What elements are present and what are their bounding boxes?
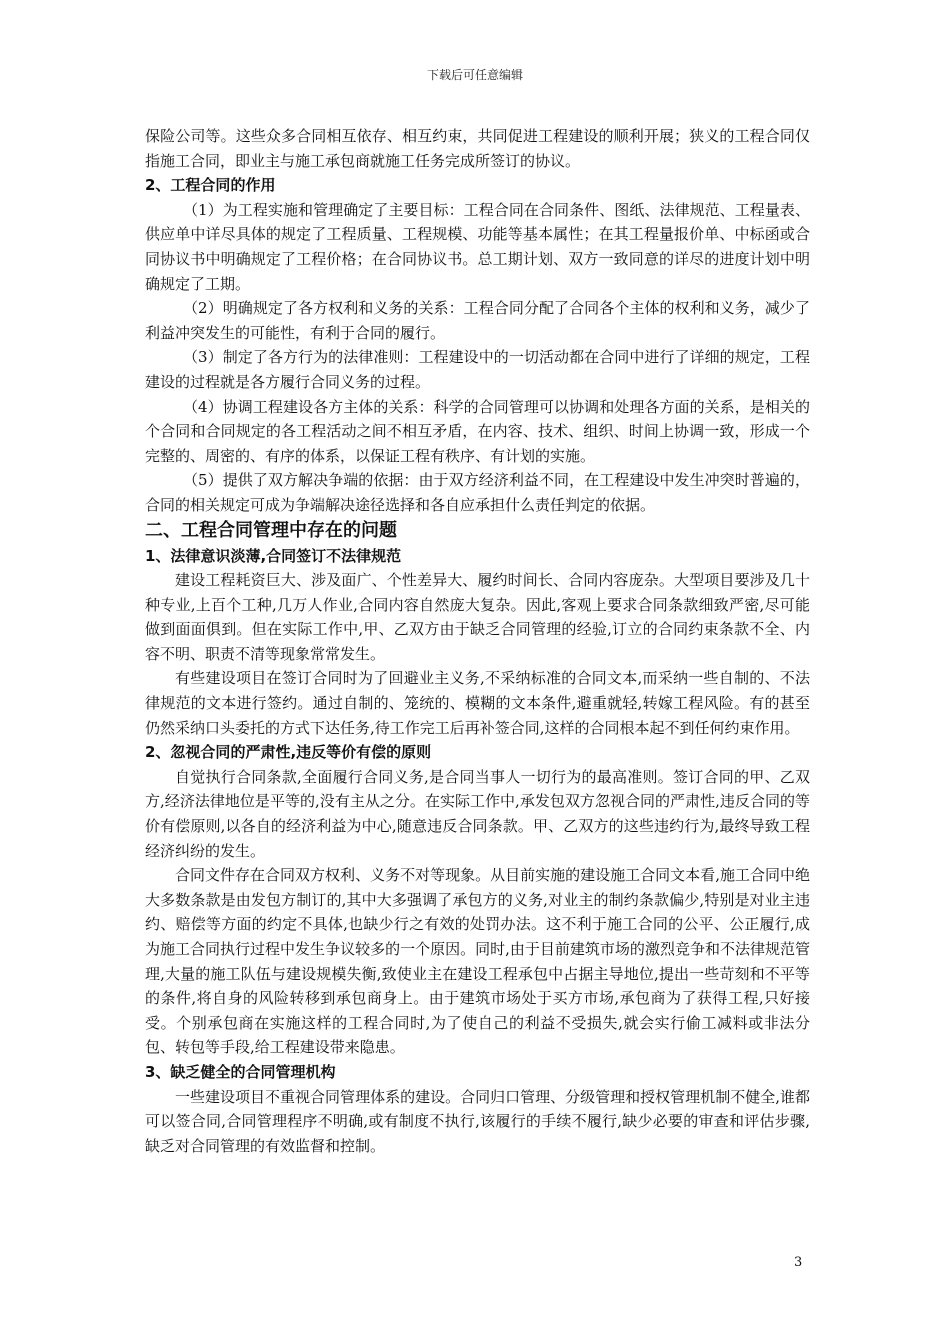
page-header: 下载后可任意编辑 (426, 68, 523, 82)
paragraph: （4）协调工程建设各方主体的关系：科学的合同管理可以协调和处理各方面的关系，是相关的个合同和合同规定的各工程活动之间不相互矛盾，在内容、技术、组织、时间上协调一致，形成一个完整的、周密的、有序的体系，以保证工程有秩序、有计划的实施。 (145, 397, 810, 465)
section-heading: 1、法律意识淡薄,合同签订不法律规范 (145, 546, 402, 565)
paragraph: （3）制定了各方行为的法律准则：工程建设中的一切活动都在合同中进行了详细的规定，工程建设的过程就是各方履行合同义务的过程。 (145, 348, 810, 391)
section-heading: 3、缺乏健全的合同管理机构 (145, 1062, 336, 1081)
section-heading: 2、忽视合同的严肃性,违反等价有偿的原则 (145, 743, 432, 762)
paragraph: （1）为工程实施和管理确定了主要目标：工程合同在合同条件、图纸、法律规范、工程量表、供应单中详尽具体的规定了工程质量、工程规模、功能等基本属性；在其工程量报价单、中标函或合同协议书中明确规定了工程价格；在合同协议书。总工期计划、双方一致同意的详尽的进度计划中明确规定了工期。 (145, 200, 810, 293)
section-heading: 2、工程合同的作用 (145, 176, 276, 195)
paragraph: （2）明确规定了各方权利和义务的关系：工程合同分配了合同各个主体的权利和义务，减少了利益冲突发生的可能性，有利于合同的履行。 (145, 299, 810, 342)
paragraph: 保险公司等。这些众多合同相互依存、相互约束，共同促进工程建设的顺利开展；狭义的工程合同仅指施工合同，即业主与施工承包商就施工任务完成所签订的协议。 (145, 127, 810, 170)
chapter-heading: 二、工程合同管理中存在的问题 (145, 519, 397, 541)
paragraph: 有些建设项目在签订合同时为了回避业主义务,不采纳标准的合同文本,而采纳一些自制的、不法律规范的文本进行签约。通过自制的、笼统的、模糊的文本条件,避重就轻,转嫁工程风险。有的甚至仍然采纳口头委托的方式下达任务,待工作完工后再补签合同,这样的合同根本起不到任何约束作用。 (145, 669, 810, 737)
paragraph: 自觉执行合同条款,全面履行合同义务,是合同当事人一切行为的最高准则。签订合同的甲、乙双方,经济法律地位是平等的,没有主从之分。在实际工作中,承发包双方忽视合同的严肃性,违反合同的等价有偿原则,以各自的经济利益为中心,随意违反合同条款。甲、乙双方的这些违约行为,最终导致工程经济纠纷的发生。 (145, 767, 810, 860)
paragraph: 建设工程耗资巨大、涉及面广、个性差异大、履约时间长、合同内容庞杂。大型项目要涉及几十种专业,上百个工种,几万人作业,合同内容自然庞大复杂。因此,客观上要求合同条款细致严密,尽可能做到面面俱到。但在实际工作中,甲、乙双方由于缺乏合同管理的经验,订立的合同约束条款不全、内容不明、职责不清等现象常常发生。 (145, 571, 810, 663)
page-number: 3 (794, 1255, 803, 1270)
paragraph: 合同文件存在合同双方权利、义务不对等现象。从目前实施的建设施工合同文本看,施工合同中绝大多数条款是由发包方制订的,其中大多强调了承包方的义务,对业主的制约条款偏少,特别是对业主违约、赔偿等方面的约定不具体,也缺少行之有效的处罚办法。这不利于施工合同的公平、公正履行,成为施工合同执行过程中发生争议较多的一个原因。同时,由于目前建筑市场的激烈竞争和不法律规范管理,大量的施工队伍与建设规模失衡,致使业主在建设工程承包中占据主导地位,提出一些苛刻和不平等的条件,将自身的风险转移到承包商身上。由于建筑市场处于买方市场,承包商为了获得工程,只好接受。个别承包商在实施这样的工程合同时,为了使自己的利益不受损失,就会实行偷工减料或非法分包、转包等手段,给工程建设带来隐患。 (145, 866, 810, 1057)
document-body (145, 124, 810, 1158)
paragraph: （5）提供了双方解决争端的依据：由于双方经济利益不同，在工程建设中发生冲突时普遍的，合同的相关规定可成为争端解决途径选择和各自应承担什么责任判定的依据。 (145, 471, 810, 514)
paragraph: 一些建设项目不重视合同管理体系的建设。合同归口管理、分级管理和授权管理机制不健全,谁都可以签合同,合同管理程序不明确,或有制度不执行,该履行的手续不履行,缺少必要的审查和评估步骤,缺乏对合同管理的有效监督和控制。 (145, 1087, 810, 1155)
